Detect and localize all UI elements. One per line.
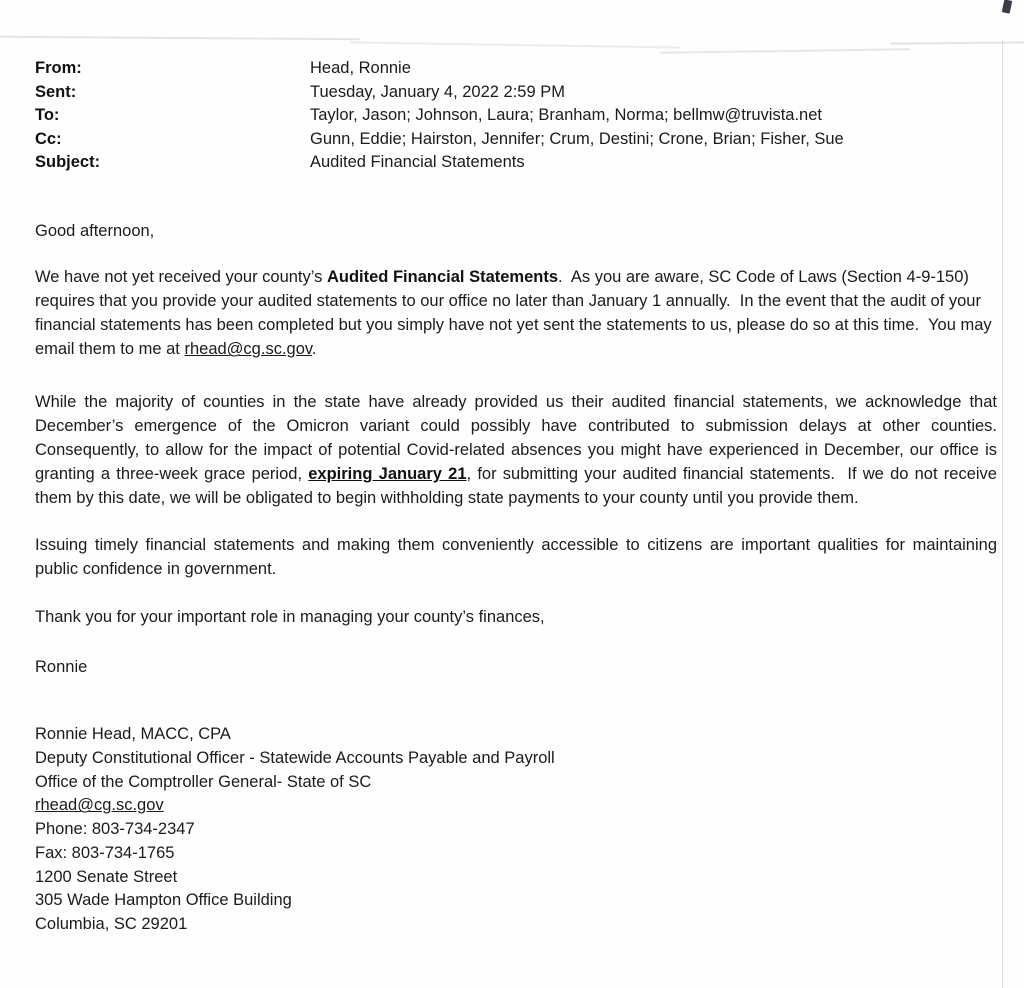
header-value-subject: Audited Financial Statements — [310, 153, 525, 171]
closing-line: Thank you for your important role in managing your county’s finances, — [35, 607, 545, 626]
signature-address-building: 305 Wade Hampton Office Building — [35, 891, 292, 910]
signature-name: Ronnie Head, MACC, CPA — [35, 725, 231, 744]
header-label-from: From: — [35, 59, 82, 77]
header-label-to: To: — [35, 106, 60, 124]
header-row-subject — [35, 151, 997, 175]
paragraph-2-text-end: , for submitting your audited financial statements. If we do not receive them by this date, we will be obligated to begin withholding state payments to your county until you provide them. — [35, 465, 1002, 508]
signature-email-link[interactable]: rhead@cg.sc.gov — [35, 796, 164, 815]
paragraph-1-text-middle: . As you are aware, SC Code of Laws (Section 4-9-150) requires that you provide your audited statements to our office no later than January 1 annually. In the event that the audit of your financial statements has been completed but you simply have not yet sent the statements to us, please do so at this time. You may email them to me at — [35, 267, 997, 359]
paragraph-2-text-start: While the majority of counties in the state have already provided us their audited financial statements, we acknowledge that December’s emergence of the Omicron variant could possibly have contributed to submission delays at other counties. Consequently, to allow for the impact of potential Covid-related absences you might have experienced in December, our office is granting a three-week grace period, — [35, 392, 1007, 484]
signature-phone: Phone: 803-734-2347 — [35, 820, 195, 839]
paragraph-1-text-start: We have not yet received your county’s — [35, 267, 327, 286]
paragraph-2-deadline-phrase: expiring January 21 — [308, 465, 467, 484]
body-email-link[interactable]: rhead@cg.sc.gov — [184, 340, 312, 359]
signature-address-street: 1200 Senate Street — [35, 867, 178, 886]
signature-address-city: Columbia, SC 29201 — [35, 914, 188, 933]
header-value-from: Head, Ronnie — [310, 59, 411, 77]
header-label-sent: Sent: — [35, 82, 77, 101]
signoff-line: Ronnie — [35, 658, 88, 677]
paragraph-1 — [35, 265, 997, 362]
scan-artifact-mark — [1002, 0, 1013, 14]
scan-artifact-smudge — [0, 36, 360, 41]
email-content — [35, 57, 1007, 937]
header-label-subject: Subject: — [35, 153, 101, 171]
paragraph-1-text-end: . — [311, 340, 317, 359]
email-header — [35, 57, 997, 175]
paragraph-2 — [35, 390, 1007, 511]
paragraph-3: Issuing timely financial statements and making them conveniently accessible to citizens are important qualities for maintaining public confidence in government. — [35, 535, 1002, 578]
signature-title: Deputy Constitutional Officer - Statewide Accounts Payable and Payroll — [35, 749, 555, 768]
signature-fax: Fax: 803-734-1765 — [35, 843, 175, 862]
header-row-cc — [35, 128, 997, 152]
scan-artifact-smudge — [890, 41, 1024, 44]
header-row-sent — [35, 81, 997, 105]
scan-artifact-smudge — [660, 48, 910, 53]
greeting-line: Good afternoon, — [35, 221, 155, 240]
signature-block — [35, 723, 997, 936]
header-value-sent: Tuesday, January 4, 2022 2:59 PM — [310, 82, 565, 101]
paragraph-1-bold-phrase: Audited Financial Statements — [326, 267, 559, 286]
header-value-to: Taylor, Jason; Johnson, Laura; Branham, Norma; bellmw@truvista.net — [310, 106, 822, 124]
header-label-cc: Cc: — [35, 129, 62, 148]
scan-artifact-vertical-line — [1002, 40, 1003, 988]
header-row-to — [35, 104, 997, 128]
header-value-cc: Gunn, Eddie; Hairston, Jennifer; Crum, Destini; Crone, Brian; Fisher, Sue — [310, 129, 844, 148]
scan-artifact-smudge — [350, 41, 680, 48]
header-row-from — [35, 57, 997, 81]
signature-office: Office of the Comptroller General- State of SC — [35, 772, 372, 791]
